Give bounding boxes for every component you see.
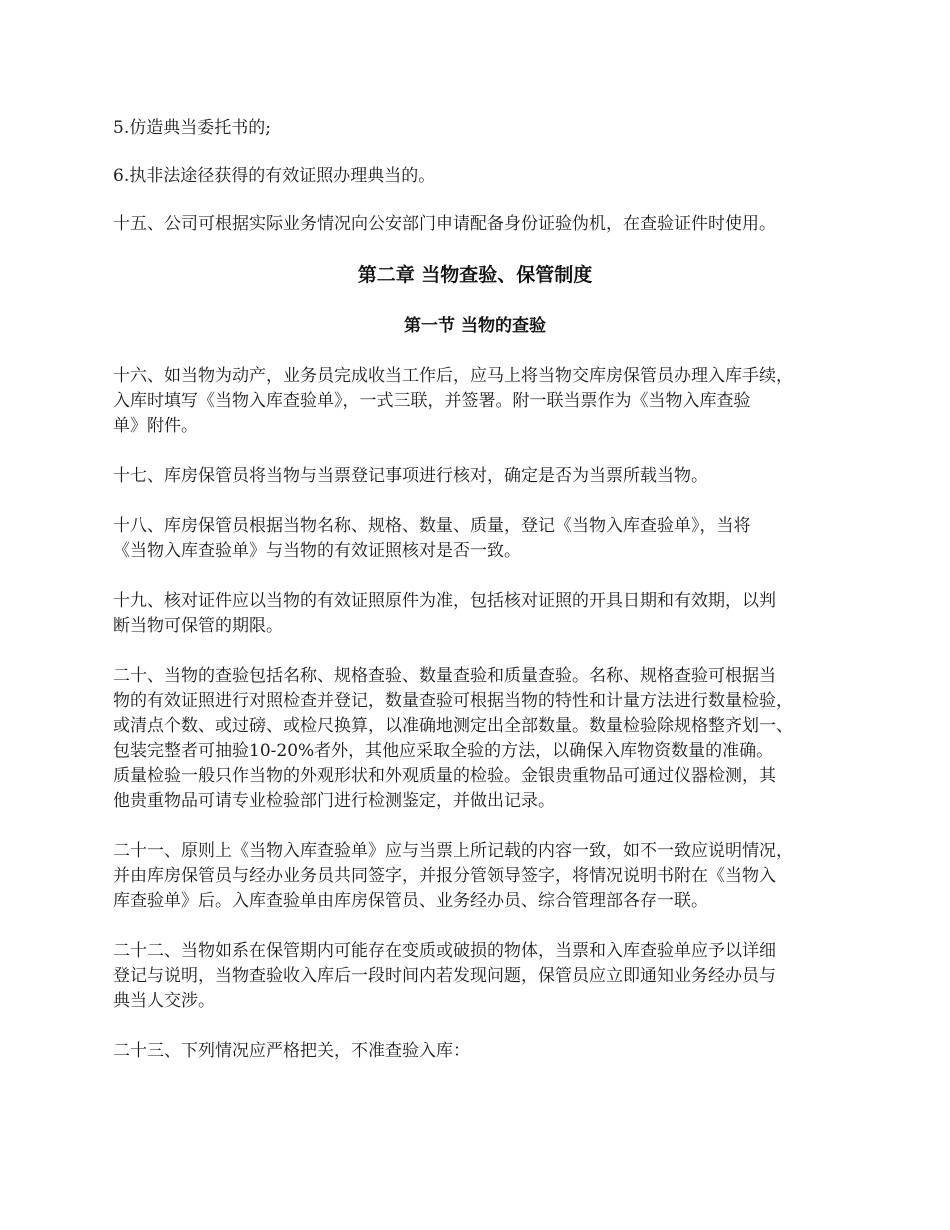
text-line: 登记与说明，当物查验收入库后一段时间内若发现问题，保管员应立即通知业务经办员与	[113, 966, 776, 986]
article-paragraph	[113, 664, 853, 814]
text-line: 他贵重物品可请专业检验部门进行检测鉴定，并做出记录。	[113, 791, 555, 811]
article-paragraph	[113, 364, 853, 439]
text-line: 质量检验一般只作当物的外观形状和外观质量的检验。金银贵重物品可通过仪器检测，其	[113, 766, 776, 786]
text-line: 十九、核对证件应以当物的有效证照原件为准，包括核对证照的开具日期和有效期，以判	[113, 591, 776, 611]
text-line: 库查验单》后。入库查验单由库房保管员、业务经办员、综合管理部各存一联。	[113, 891, 708, 911]
text-line: 或清点个数、或过磅、或检尺换算，以准确地测定出全部数量。数量检验除规格整齐划一、	[113, 716, 793, 736]
text-line: 十六、如当物为动产，业务员完成收当工作后，应马上将当物交库房保管员办理入库手续，	[113, 366, 793, 386]
list-item	[113, 116, 853, 141]
text-line: 二十、当物的查验包括名称、规格查验、数量查验和质量查验。名称、规格查验可根据当	[113, 666, 776, 686]
text-line: 断当物可保管的期限。	[113, 616, 283, 636]
section-title: 第一节 当物的查验	[404, 316, 546, 336]
list-item	[113, 164, 853, 189]
text-line: 《当物入库查验单》与当物的有效证照核对是否一致。	[113, 541, 521, 561]
text-line: 十七、库房保管员将当物与当票登记事项进行核对，确定是否为当票所载当物。	[113, 466, 708, 486]
text-line: 典当人交涉。	[113, 991, 215, 1011]
article-paragraph	[113, 839, 853, 914]
text-line: 二十三、下列情况应严格把关，不准查验入库：	[113, 1041, 470, 1061]
text-line: 十五、公司可根据实际业务情况向公安部门申请配备身份证验伪机，在查验证件时使用。	[113, 214, 776, 234]
article-paragraph	[113, 939, 853, 1014]
article-paragraph	[113, 212, 853, 237]
text-line: 入库时填写《当物入库查验单》，一式三联，并签署。附一联当票作为《当物入库查验	[113, 391, 751, 411]
text-line: 包装完整者可抽验10-20%者外，其他应采取全验的方法，以确保入库物资数量的准确。	[113, 741, 774, 761]
text-line: 5.仿造典当委托书的;	[113, 118, 271, 138]
article-paragraph	[113, 514, 853, 564]
chapter-title: 第二章 当物查验、保管制度	[357, 264, 593, 286]
text-line: 十八、库房保管员根据当物名称、规格、数量、质量，登记《当物入库查验单》，当将	[113, 516, 751, 536]
article-paragraph	[113, 1039, 853, 1064]
text-line: 并由库房保管员与经办业务员共同签字，并报分管领导签字，将情况说明书附在《当物入	[113, 866, 776, 886]
article-paragraph	[113, 464, 853, 489]
text-line: 物的有效证照进行对照检查并登记，数量查验可根据当物的特性和计量方法进行数量检验，	[113, 691, 793, 711]
text-line: 二十一、原则上《当物入库查验单》应与当票上所记载的内容一致，如不一致应说明情况，	[113, 841, 793, 861]
text-line: 6.执非法途径获得的有效证照办理典当的。	[113, 166, 436, 186]
article-paragraph	[113, 589, 853, 639]
text-line: 二十二、当物如系在保管期内可能存在变质或破损的物体，当票和入库查验单应予以详细	[113, 941, 776, 961]
text-line: 单》附件。	[113, 416, 198, 436]
